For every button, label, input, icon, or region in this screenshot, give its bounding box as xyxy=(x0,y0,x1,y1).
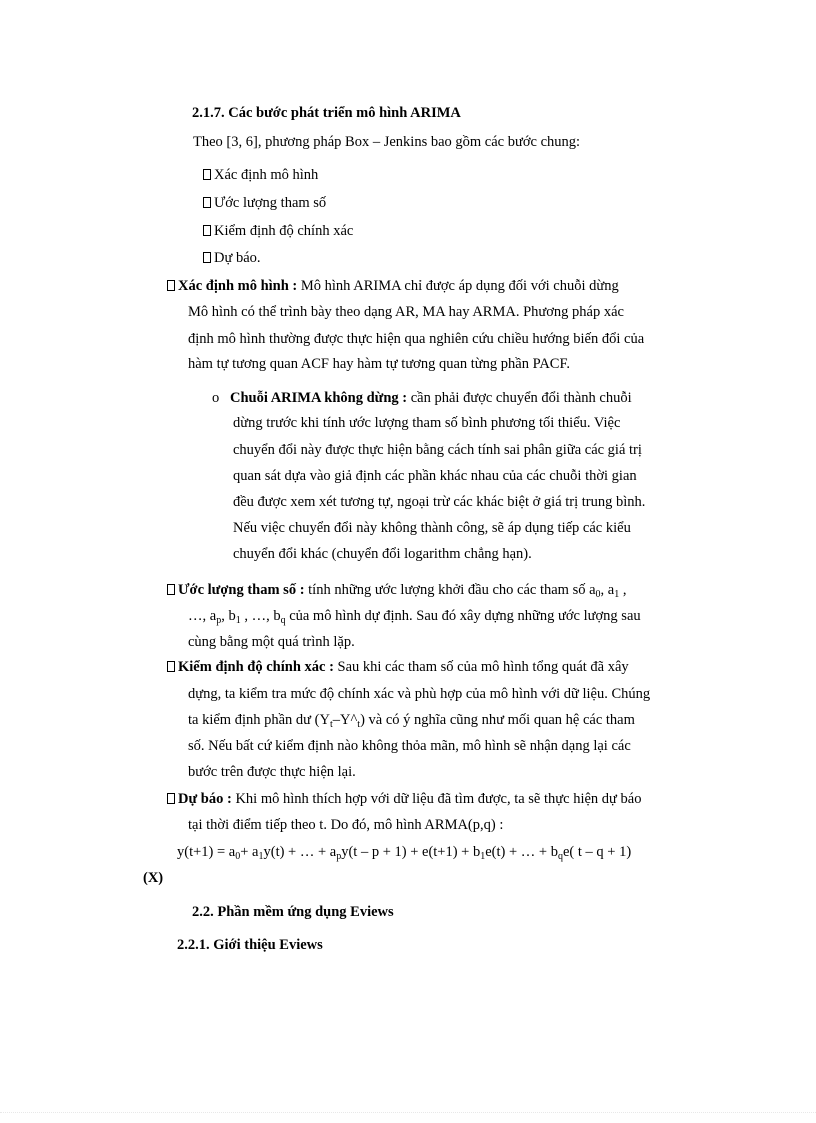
identify-line: Xác định mô hình : Mô hình ARIMA chỉ được áp dụng đối với chuỗi dừng xyxy=(167,277,619,295)
checkbox-glyph-icon xyxy=(203,252,211,263)
forecast-line: tại thời điểm tiếp theo t. Do đó, mô hình ARMA(p,q) : xyxy=(188,817,504,833)
nonstationary-line: dừng trước khi tính ước lượng tham số bình phương tối thiểu. Việc xyxy=(233,415,621,431)
validate-line: bước trên được thực hiện lại. xyxy=(188,764,356,780)
identify-line: Mô hình có thể trình bày theo dạng AR, MA hay ARMA. Phương pháp xác xyxy=(188,304,624,320)
step-item: Dự báo. xyxy=(203,249,261,267)
validate-line: dựng, ta kiểm tra mức độ chính xác và phù hợp của mô hình với dữ liệu. Chúng xyxy=(188,686,651,702)
nonstationary-line: Nếu việc chuyển đổi này không thành công, sẽ áp dụng tiếp các kiểu xyxy=(233,520,631,536)
section-heading-2-2: 2.2. Phần mềm ứng dụng Eviews xyxy=(192,904,394,920)
checkbox-glyph-icon xyxy=(167,280,175,291)
estimate-line: …, $a_p$, $b_1$ , …, $b_q$ của mô hình dự định. Sau đó xây dựng những ước lượng sau xyxy=(188,608,641,626)
step-item: Xác định mô hình xyxy=(203,166,318,184)
intro-paragraph: Theo [3, 6], phương pháp Box – Jenkins bao gồm các bước chung: xyxy=(193,134,581,150)
checkbox-glyph-icon xyxy=(167,661,175,672)
section-heading-2-2-1: 2.2.1. Giới thiệu Eviews xyxy=(177,937,323,953)
validate-line: ta kiểm định phần dư $(Y_t-Y\^{}_t)$ và có ý nghĩa cũng như mối quan hệ các tham xyxy=(188,712,635,730)
identify-line: định mô hình thường được thực hiện qua nghiên cứu chiều hướng biến đổi của xyxy=(188,331,645,347)
identify-label: Xác định mô hình : xyxy=(178,278,298,294)
nonstationary-line: đều được xem xét tương tự, ngoại trừ các khác biệt ở giá trị trung bình. xyxy=(233,494,646,510)
section-heading-2-1-7: 2.1.7. Các bước phát triển mô hình ARIMA xyxy=(192,105,461,121)
forecast-label: Dự báo : xyxy=(178,791,232,807)
step-item: Ước lượng tham số xyxy=(203,194,326,212)
formula-tag: (X) xyxy=(143,870,164,886)
checkbox-glyph-icon xyxy=(203,169,211,180)
checkbox-glyph-icon xyxy=(167,793,175,804)
estimate-line: Ước lượng tham số : tính những ước lượng khởi đầu cho các tham số $a_0$, $a_1$ , xyxy=(167,581,626,599)
estimate-line: cùng bằng một quá trình lặp. xyxy=(188,634,355,650)
validate-line: Kiểm định độ chính xác : Sau khi các tham số của mô hình tổng quát đã xây xyxy=(167,658,629,676)
checkbox-glyph-icon xyxy=(167,584,175,595)
nonstationary-line: o Chuỗi ARIMA không dừng : cần phải được chuyển đổi thành chuỗi xyxy=(212,390,632,406)
checkbox-glyph-icon xyxy=(203,197,211,208)
validate-label: Kiểm định độ chính xác : xyxy=(178,659,334,675)
nonstationary-line: chuyển đổi này được thực hiện bằng cách tính sai phân giữa các giá trị xyxy=(233,442,642,458)
nonstationary-label: Chuỗi ARIMA không dừng : xyxy=(230,390,408,406)
forecast-line: Dự báo : Khi mô hình thích hợp với dữ liệu đã tìm được, ta sẽ thực hiện dự báo xyxy=(167,790,641,808)
estimate-label: Ước lượng tham số : xyxy=(178,582,305,598)
circle-bullet-icon: o xyxy=(212,390,220,406)
identify-line: hàm tự tương quan ACF hay hàm tự tương quan từng phần PACF. xyxy=(188,356,571,372)
validate-line: số. Nếu bất cứ kiểm định nào không thỏa mãn, mô hình sẽ nhận dạng lại các xyxy=(188,738,631,754)
step-item: Kiểm định độ chính xác xyxy=(203,222,353,240)
checkbox-glyph-icon xyxy=(203,225,211,236)
nonstationary-line: quan sát dựa vào giả định các phần khác nhau của các chuỗi thời gian xyxy=(233,468,637,484)
nonstationary-line: chuyển đổi khác (chuyển đổi logarithm chẳng hạn). xyxy=(233,546,532,562)
arma-formula: $y(t+1) = a_0+ a_1y(t)$ + … + $a_py(t - p + 1) + e(t+1) + b_1e(t)$ + … + $b_qe$( t – q + 1) xyxy=(177,844,632,862)
page-bottom-edge xyxy=(0,1112,816,1113)
